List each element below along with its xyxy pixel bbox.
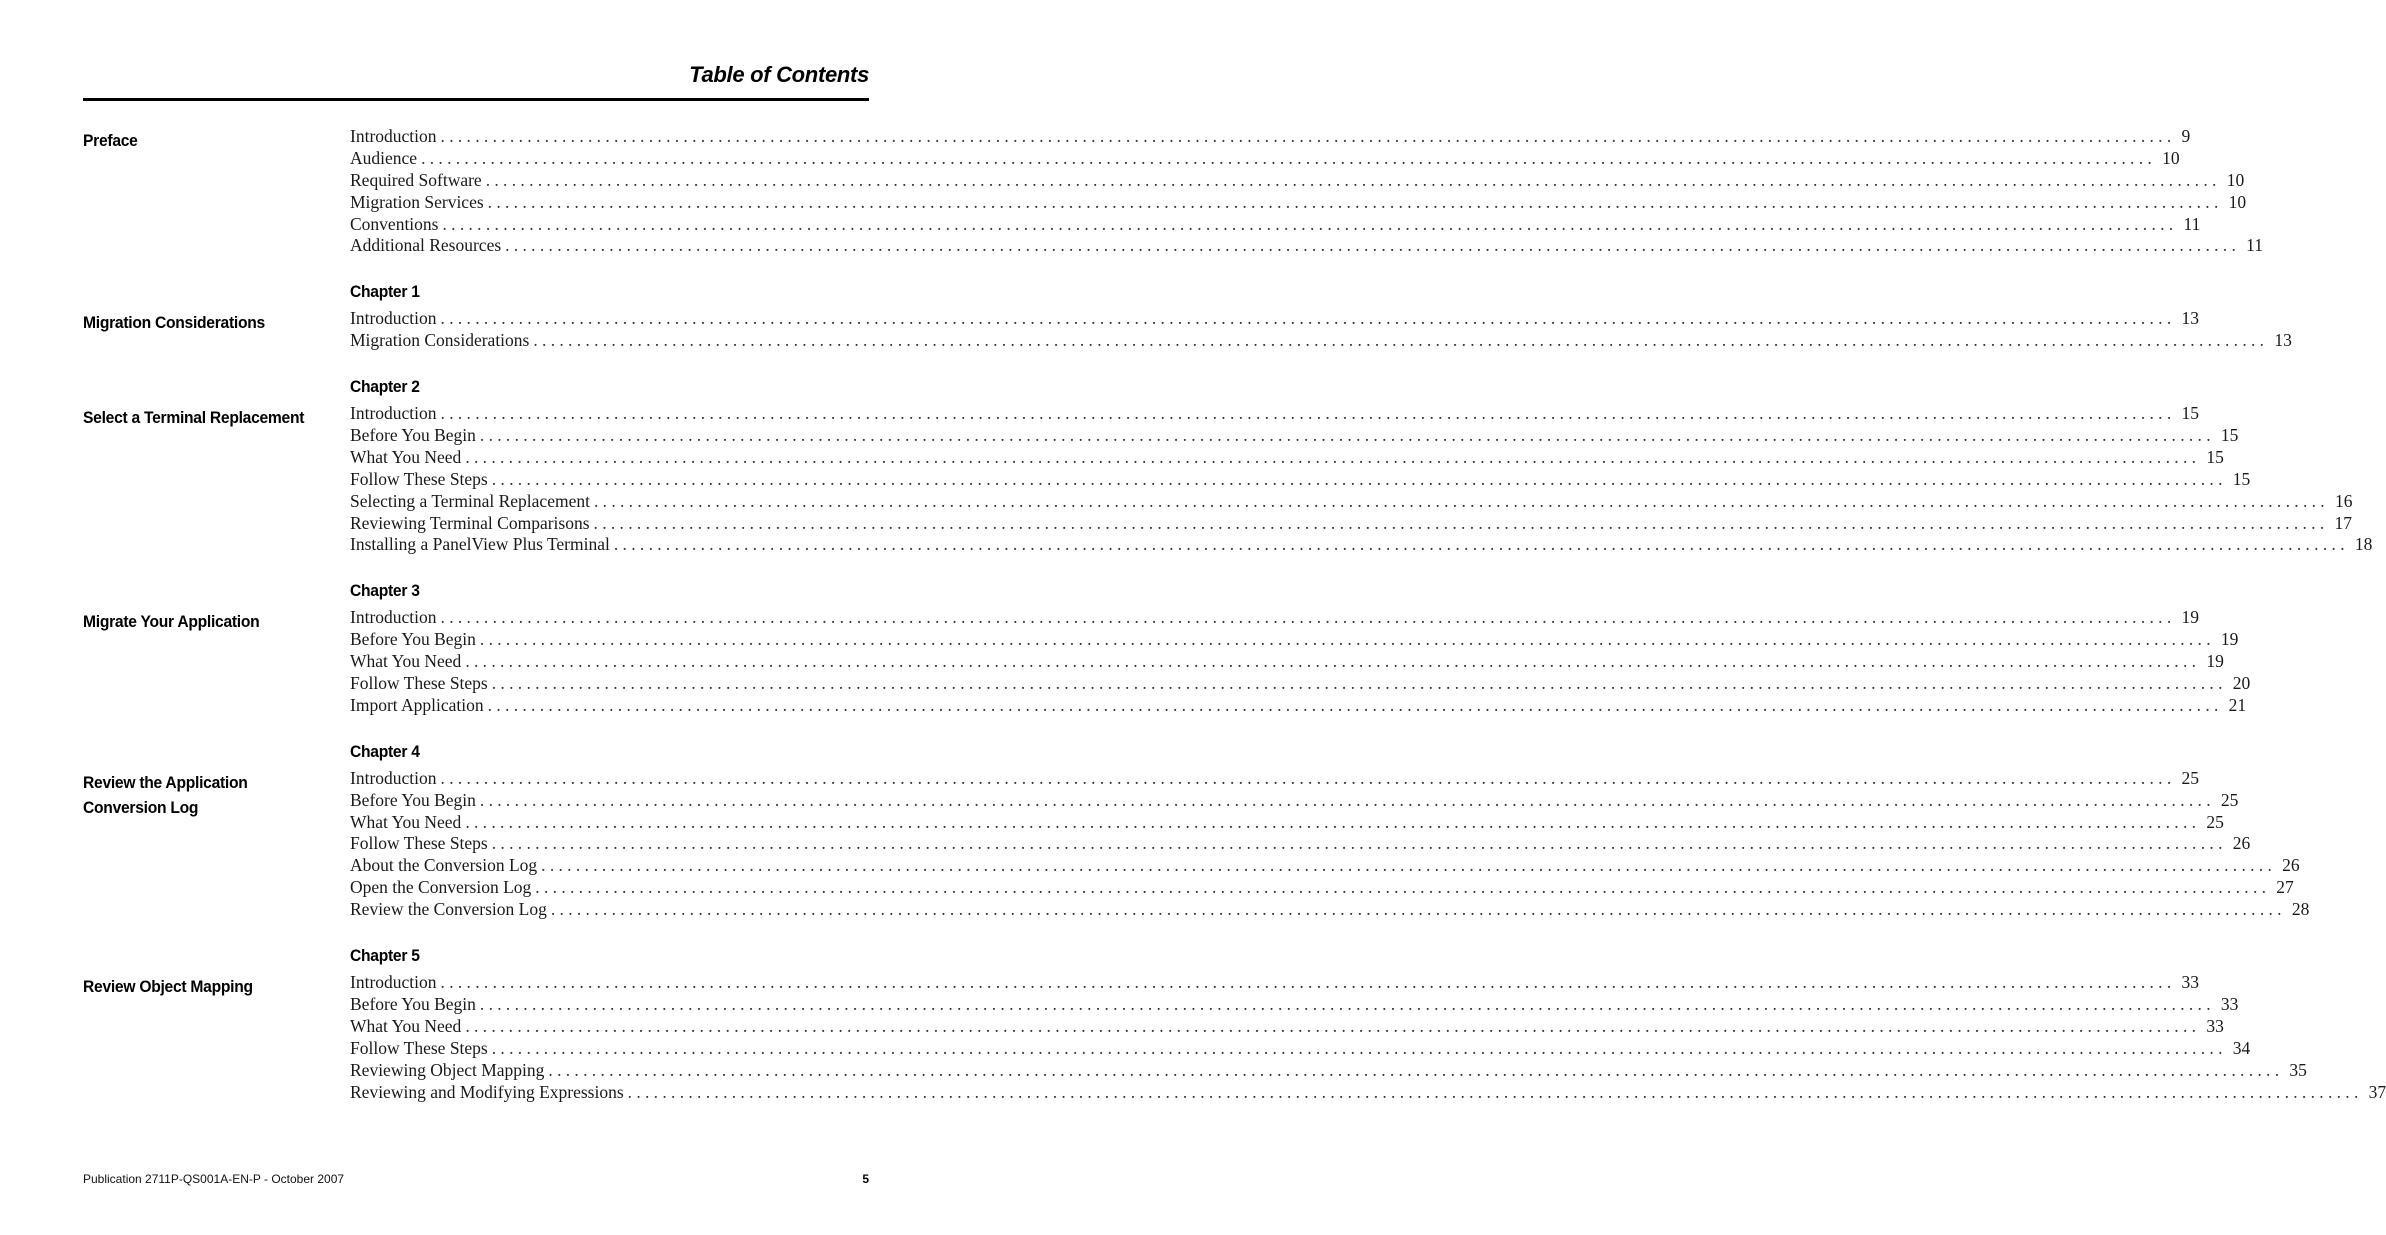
toc-entry-title: Migration Services: [350, 191, 484, 212]
toc-entry-page: 15: [2206, 446, 2224, 467]
toc-entry-page: 21: [2228, 694, 2247, 715]
toc-entry[interactable]: [350, 235, 2264, 257]
section-title: [83, 405, 313, 430]
toc-entry-title: What You Need: [350, 651, 462, 672]
toc-sections: [0, 126, 2386, 1128]
toc-entry-page: 19: [2220, 629, 2239, 650]
toc-entry[interactable]: [350, 673, 2251, 695]
section-title-line: Migration Considerations: [83, 313, 265, 333]
toc-entry-page: 35: [2289, 1059, 2307, 1080]
toc-entry-title: Introduction: [350, 972, 437, 993]
toc-entry[interactable]: [350, 446, 2224, 469]
toc-entry[interactable]: [350, 789, 2239, 812]
section-entries: [350, 126, 2264, 257]
toc-entry-page: 34: [2232, 1037, 2251, 1058]
toc-entry-page: 10: [2162, 147, 2180, 168]
toc-entry-page: 10: [2228, 191, 2247, 212]
toc-entry[interactable]: [350, 629, 2239, 651]
toc-entry[interactable]: [350, 126, 2191, 148]
toc-entry-title: Before You Begin: [350, 789, 476, 810]
toc-entry-page: 11: [2183, 213, 2201, 234]
dot-leader: ........................................................................................................................................................................................................: [465, 651, 2201, 672]
toc-entry[interactable]: [350, 833, 2251, 855]
toc-entry[interactable]: [350, 1059, 2307, 1082]
section-title: [83, 770, 313, 820]
section-entries: [350, 946, 2386, 1103]
section-title-line: Conversion Log: [83, 797, 199, 817]
toc-entry-page: 25: [2181, 767, 2200, 788]
toc-entry-title: What You Need: [350, 1015, 462, 1036]
toc-entry[interactable]: [350, 855, 2300, 877]
toc-entry[interactable]: [350, 330, 2292, 352]
page-title: Table of Contents: [689, 62, 869, 87]
dot-leader: ........................................................................................................................................................................................................: [613, 534, 2349, 555]
toc-entry-page: 13: [2274, 330, 2292, 351]
toc-entry[interactable]: [350, 191, 2247, 214]
section-entries: [350, 741, 2310, 921]
toc-entry-title: Conventions: [350, 213, 439, 234]
section-entries: [350, 282, 2292, 352]
toc-section: [0, 282, 2292, 352]
section-title: [83, 128, 313, 153]
chapter-label: Chapter 3: [350, 581, 420, 601]
dot-leader: ........................................................................................................................................................................................................: [465, 811, 2201, 832]
dot-leader: ........................................................................................................................................................................................................: [442, 213, 2178, 234]
dot-leader: ........................................................................................................................................................................................................: [535, 877, 2271, 898]
dot-leader: ........................................................................................................................................................................................................: [491, 833, 2227, 854]
toc-entry[interactable]: [350, 1037, 2251, 1060]
dot-leader: ........................................................................................................................................................................................................: [548, 1059, 2284, 1080]
toc-entry-title: Installing a PanelView Plus Terminal: [350, 534, 610, 555]
dot-leader: ........................................................................................................................................................................................................: [593, 490, 2329, 511]
toc-entry-title: Audience: [350, 147, 418, 168]
toc-entry-page: 25: [2206, 811, 2224, 832]
toc-entry-title: Before You Begin: [350, 993, 476, 1014]
toc-entry-page: 15: [2181, 403, 2200, 424]
dot-leader: ........................................................................................................................................................................................................: [487, 191, 2223, 212]
dot-leader: ........................................................................................................................................................................................................: [627, 1081, 2363, 1102]
dot-leader: ........................................................................................................................................................................................................: [421, 147, 2157, 168]
toc-entry-title: Introduction: [350, 607, 437, 628]
toc-entry-title: What You Need: [350, 811, 462, 832]
dot-leader: ........................................................................................................................................................................................................: [440, 607, 2176, 628]
toc-entry-title: Follow These Steps: [350, 673, 488, 694]
toc-entry-page: 15: [2232, 468, 2251, 489]
toc-entry[interactable]: [350, 993, 2239, 1016]
dot-leader: ........................................................................................................................................................................................................: [465, 446, 2201, 467]
toc-entry-title: About the Conversion Log: [350, 855, 538, 876]
chapter-label: Chapter 4: [350, 741, 420, 761]
toc-entry-page: 19: [2206, 651, 2224, 672]
toc-entry[interactable]: [350, 403, 2200, 425]
toc-entry[interactable]: [350, 899, 2310, 921]
toc-entry-page: 16: [2334, 490, 2353, 511]
dot-leader: ........................................................................................................................................................................................................: [440, 126, 2176, 146]
toc-entry[interactable]: [350, 694, 2247, 717]
section-title-line: Migrate Your Application: [83, 612, 260, 632]
footer-publication: Publication 2711P-QS001A-EN-P - October 2007: [83, 1172, 345, 1186]
toc-entry[interactable]: [350, 468, 2251, 491]
toc-entry-page: 19: [2181, 607, 2200, 628]
toc-entry-page: 33: [2206, 1015, 2224, 1036]
toc-entry-title: What You Need: [350, 446, 462, 467]
toc-entry[interactable]: [350, 651, 2224, 673]
toc-entry-title: Review the Conversion Log: [350, 899, 547, 920]
toc-entry[interactable]: [350, 147, 2180, 170]
dot-leader: ........................................................................................................................................................................................................: [491, 468, 2227, 489]
dot-leader: ........................................................................................................................................................................................................: [491, 673, 2227, 694]
section-title: [83, 974, 313, 999]
toc-entry-page: 37: [2368, 1081, 2386, 1102]
section-entries: [350, 581, 2251, 716]
toc-entry-title: Follow These Steps: [350, 468, 488, 489]
toc-entry-page: 13: [2181, 308, 2200, 329]
toc-entry-page: 17: [2334, 512, 2353, 533]
toc-entry[interactable]: [350, 1081, 2386, 1104]
toc-entry[interactable]: [350, 811, 2224, 834]
dot-leader: ........................................................................................................................................................................................................: [550, 899, 2286, 920]
dot-leader: ........................................................................................................................................................................................................: [440, 972, 2176, 993]
toc-entry-title: Introduction: [350, 403, 437, 424]
toc-entry[interactable]: [350, 877, 2294, 899]
section-title-line: Review the Application: [83, 772, 248, 792]
toc-entry[interactable]: [350, 1015, 2224, 1038]
toc-entry-title: Follow These Steps: [350, 1037, 488, 1058]
section-title-line: Select a Terminal Replacement: [83, 408, 305, 428]
toc-entry[interactable]: [350, 308, 2200, 330]
dot-leader: ........................................................................................................................................................................................................: [479, 993, 2215, 1014]
toc-entry-title: Reviewing and Modifying Expressions: [350, 1081, 624, 1102]
dot-leader: ........................................................................................................................................................................................................: [487, 694, 2223, 715]
toc-entry-page: 15: [2220, 425, 2239, 446]
toc-entry-title: Reviewing Terminal Comparisons: [350, 512, 590, 533]
chapter-label: Chapter 5: [350, 946, 420, 966]
toc-entry-title: Introduction: [350, 308, 437, 329]
chapter-label: Chapter 1: [350, 282, 420, 302]
toc-entry-title: Introduction: [350, 126, 437, 146]
toc-entry-title: Import Application: [350, 694, 484, 715]
section-title-line: Preface: [83, 131, 138, 150]
section-title-line: Review Object Mapping: [83, 977, 253, 997]
toc-section: [0, 946, 2386, 1103]
toc-entry-page: 10: [2226, 169, 2245, 190]
dot-leader: ........................................................................................................................................................................................................: [541, 855, 2277, 876]
chapter-label: Chapter 2: [350, 377, 420, 397]
toc-section: [0, 581, 2251, 716]
toc-entry-title: Before You Begin: [350, 629, 476, 650]
toc-entry[interactable]: [350, 972, 2200, 994]
section-title: [83, 609, 313, 634]
toc-entry-title: Required Software: [350, 169, 482, 190]
dot-leader: ........................................................................................................................................................................................................: [479, 629, 2215, 650]
toc-section: [0, 741, 2310, 921]
toc-entry-page: 20: [2232, 673, 2251, 694]
toc-entry-title: Reviewing Object Mapping: [350, 1059, 545, 1080]
toc-entry[interactable]: [350, 767, 2200, 790]
toc-entry[interactable]: [350, 607, 2200, 629]
dot-leader: ........................................................................................................................................................................................................: [440, 403, 2176, 424]
toc-entry[interactable]: [350, 213, 2201, 236]
toc-entry[interactable]: [350, 490, 2353, 513]
dot-leader: ........................................................................................................................................................................................................: [440, 308, 2176, 329]
toc-entry-page: 33: [2220, 993, 2239, 1014]
toc-entry-title: Additional Resources: [350, 235, 502, 256]
toc-entry-page: 9: [2181, 126, 2191, 146]
dot-leader: ........................................................................................................................................................................................................: [533, 330, 2269, 351]
header-rule: [83, 98, 869, 101]
dot-leader: ........................................................................................................................................................................................................: [440, 767, 2176, 788]
toc-entry-page: 25: [2220, 789, 2239, 810]
dot-leader: ........................................................................................................................................................................................................: [465, 1015, 2201, 1036]
dot-leader: ........................................................................................................................................................................................................: [479, 789, 2215, 810]
toc-entry-title: Open the Conversion Log: [350, 877, 532, 898]
dot-leader: ........................................................................................................................................................................................................: [491, 1037, 2227, 1058]
toc-entry[interactable]: [350, 534, 2373, 556]
toc-entry-page: 26: [2282, 855, 2300, 876]
toc-entry-page: 28: [2291, 899, 2310, 920]
toc-entry[interactable]: [350, 169, 2245, 192]
toc-section: [0, 126, 2264, 257]
toc-entry-title: Selecting a Terminal Replacement: [350, 490, 590, 511]
toc-entry-page: 26: [2232, 833, 2251, 854]
toc-entry-title: Before You Begin: [350, 425, 476, 446]
toc-entry-page: 33: [2181, 972, 2200, 993]
toc-entry-page: 18: [2354, 534, 2373, 555]
section-title: [83, 310, 313, 335]
toc-entry[interactable]: [350, 512, 2353, 535]
dot-leader: ........................................................................................................................................................................................................: [593, 512, 2329, 533]
toc-entry[interactable]: [350, 425, 2239, 447]
toc-entry-title: Introduction: [350, 767, 437, 788]
toc-entry-title: Follow These Steps: [350, 833, 488, 854]
dot-leader: ........................................................................................................................................................................................................: [485, 169, 2221, 190]
dot-leader: ........................................................................................................................................................................................................: [505, 235, 2241, 256]
section-entries: [350, 377, 2373, 556]
dot-leader: ........................................................................................................................................................................................................: [479, 425, 2215, 446]
footer-page-number: 5: [862, 1172, 869, 1186]
toc-entry-page: 11: [2246, 235, 2264, 256]
toc-section: [0, 377, 2373, 556]
toc-entry-title: Migration Considerations: [350, 330, 530, 351]
toc-entry-page: 27: [2276, 877, 2294, 898]
